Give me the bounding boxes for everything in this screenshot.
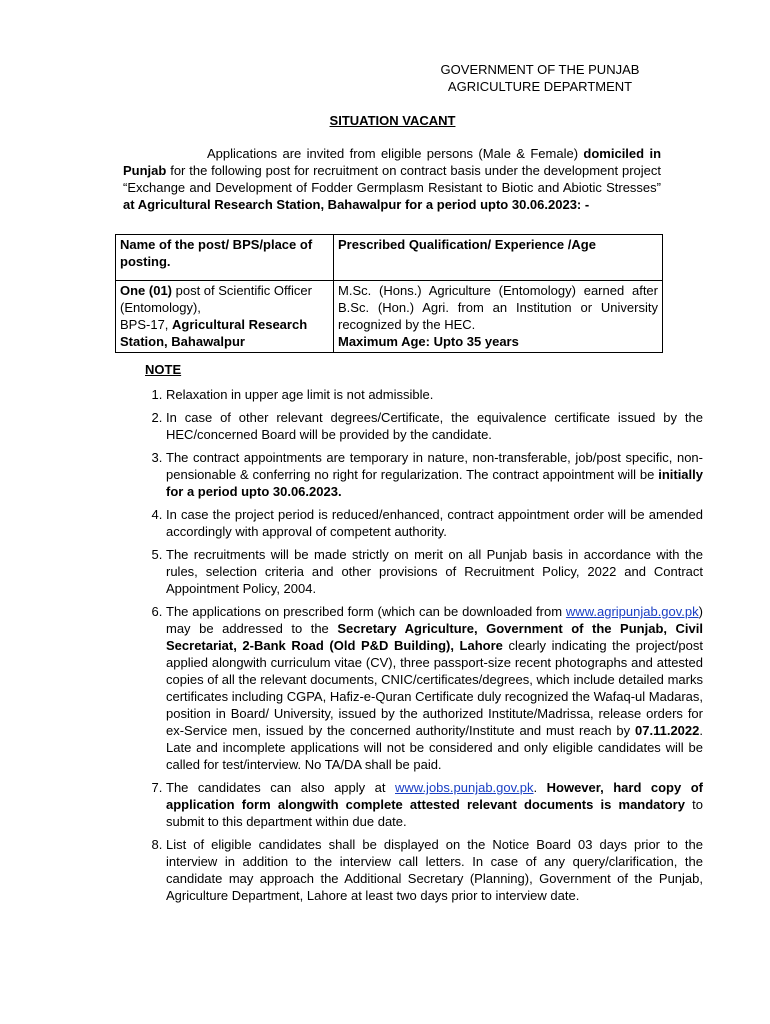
table-cell-qualification bbox=[334, 281, 663, 353]
list-item bbox=[166, 506, 703, 540]
agripunjab-link[interactable]: www.agripunjab.gov.pk bbox=[565, 604, 699, 619]
note-6-text-4: . Late and incomplete applications will not be considered and only eligible candidates will be called for test/interview. No TA/DA shall be paid. bbox=[166, 723, 703, 772]
note-8-text: List of eligible candidates shall be displayed on the Notice Board 03 days prior to the interview in addition to the interview call letters. In case of any query/clarification, the candidate may approach the Additional Secretary (Planning), Government of the Punjab, Agriculture Department, Lahore at least two days prior to interview date. bbox=[166, 837, 703, 903]
note-7-text-2: . bbox=[533, 780, 547, 795]
table-header-post: Name of the post/ BPS/place of posting. bbox=[116, 235, 334, 281]
header-government: GOVERNMENT OF THE PUNJAB bbox=[440, 62, 640, 77]
table-header-qualification: Prescribed Qualification/ Experience /Age bbox=[334, 235, 663, 281]
table-row bbox=[116, 281, 663, 353]
post-count: One (01) bbox=[120, 283, 173, 298]
list-item bbox=[166, 546, 703, 597]
list-item bbox=[166, 449, 703, 500]
intro-bold-2: at Agricultural Research Station, Bahawalpur for a period upto 30.06.2023: - bbox=[123, 197, 590, 212]
note-4-text: In case the project period is reduced/enhanced, contract appointment order will be amended accordingly with approval of competent authority. bbox=[166, 507, 703, 539]
list-item bbox=[166, 386, 703, 403]
note-5-text: The recruitments will be made strictly on merit on all Punjab basis in accordance with the rules, selection criteria and other provisions of Recruitment Policy, 2022 and Contract Appointment Policy, 2004. bbox=[166, 547, 703, 596]
note-6-address: Secretary Agriculture, Government of the Punjab, Civil Secretariat, 2-Bank Road (Old P&D Building), Lahore bbox=[166, 621, 703, 653]
note-6-deadline: 07.11.2022 bbox=[635, 723, 700, 738]
note-2-text: In case of other relevant degrees/Certificate, the equivalence certificate issued by the HEC/concerned Board will be provided by the candidate. bbox=[166, 410, 703, 442]
intro-bold-1: domiciled in Punjab bbox=[123, 146, 662, 178]
note-6-text-1: The applications on prescribed form (which can be downloaded from bbox=[166, 604, 566, 619]
note-heading: NOTE bbox=[145, 362, 182, 377]
max-age: Maximum Age: Upto 35 years bbox=[338, 334, 519, 349]
note-7-text-3: to submit to this department within due date. bbox=[166, 797, 703, 829]
note-3-text: The contract appointments are temporary in nature, non-transferable, job/post specific, non-pensionable & conferring no right for regularization. The contract appointment will be bbox=[166, 450, 703, 482]
note-7-text-1: The candidates can also apply at bbox=[166, 780, 395, 795]
post-station: Agricultural Research Station, Bahawalpur bbox=[120, 317, 308, 349]
post-bps: BPS-17, bbox=[120, 317, 173, 332]
note-6-text-3: clearly indicating the project/post applied alongwith curriculum vitae (CV), three passport-size recent photographs and attested copies of all the relevant documents, CNIC/certificates/degrees, which include detailed marks certificates including CGPA, Hafiz-e-Quran Certificate duly recognized the Wafaq-ul Madaras, position in Board/ University, issued by the authorized Institute/Madrissa, release orders for ex-Service men, issued by the concerned authority/Institute and must reach by bbox=[166, 638, 703, 738]
notes-list bbox=[124, 386, 703, 910]
note-7-bold: However, hard copy of application form alongwith complete attested relevant documents is mandatory bbox=[166, 780, 704, 812]
jobs-punjab-link[interactable]: www.jobs.punjab.gov.pk bbox=[395, 780, 534, 795]
page-title: SITUATION VACANT bbox=[329, 113, 456, 128]
header-department: AGRICULTURE DEPARTMENT bbox=[447, 79, 633, 94]
intro-paragraph bbox=[123, 145, 661, 213]
post-table bbox=[115, 234, 663, 353]
note-1-text: Relaxation in upper age limit is not admissible. bbox=[166, 387, 434, 402]
list-item bbox=[166, 409, 703, 443]
note-3-bold: initially for a period upto 30.06.2023. bbox=[166, 467, 703, 499]
qualification-text: M.Sc. (Hons.) Agriculture (Entomology) earned after B.Sc. (Hon.) Agri. from an Institution or University recognized by the HEC. bbox=[338, 283, 658, 332]
list-item bbox=[166, 779, 703, 830]
list-item bbox=[166, 603, 703, 773]
table-cell-post bbox=[116, 281, 334, 353]
intro-text-1: Applications are invited from eligible persons (Male & Female) bbox=[207, 146, 584, 161]
table-header-row bbox=[116, 235, 663, 281]
list-item bbox=[166, 836, 703, 904]
intro-text-2: for the following post for recruitment on contract basis under the development project “Exchange and Development of Fodder Germplasm Resistant to Biotic and Abiotic Stresses” bbox=[123, 163, 661, 195]
post-title: post of Scientific Officer (Entomology), bbox=[120, 283, 312, 315]
note-6-text-2: ) may be addressed to the bbox=[166, 604, 703, 636]
